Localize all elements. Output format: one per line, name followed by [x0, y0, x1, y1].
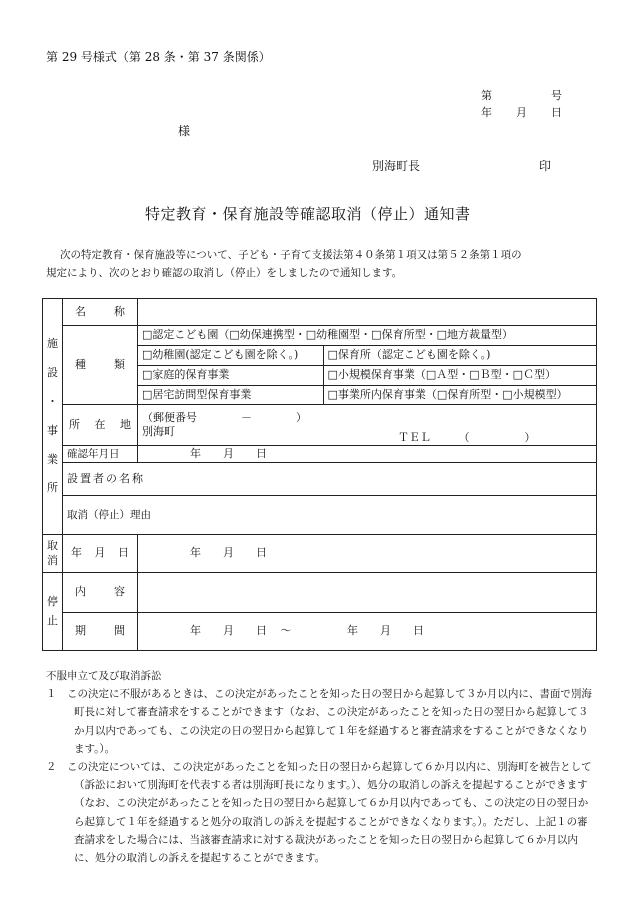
name-value[interactable] [138, 299, 597, 326]
doc-number-suffix: 号 [551, 89, 562, 102]
document-title: 特定教育・保育施設等確認取消（停止）通知書 [145, 205, 471, 223]
type-option-youchien[interactable]: □幼稚園(認定こども園を除く。) [138, 345, 323, 365]
date-year-label: 年 [481, 106, 492, 119]
tel-field: ＴＥＬ （ ） [398, 431, 536, 445]
content-value[interactable] [138, 573, 597, 613]
form-number: 第 29 号様式（第 28 条・第 37 条関係） [46, 50, 271, 64]
notice-form-table [42, 298, 597, 651]
notes-item-2: ２ この決定については、この決定があったことを知った日の翌日から起算して６か月以内に、別海町を被告として（訴訟において別海町を代表する者は別海町長になります。）、処分の取消しの訴えを提起することができます（なお、この決定があったことを知った日の翌日から起算して６か月以内であっても、この決定の日の翌日から起算して１年を経過すると処分の取消しの訴えを提起することができなくなります。）。ただし、上記１の審査請求をした場合には、当該審査請求に対する裁決があったことを知った日の翌日から起算して６か月以内に、処分の取消しの訴えを提起することができます。 [46, 761, 592, 865]
type-option-shoukibo[interactable]: □小規模保育事業（□Ａ型・□Ｂ型・□Ｃ型） [323, 365, 596, 385]
town-name: 別海町 [142, 425, 175, 439]
type-options [138, 326, 597, 405]
facility-group-label: 施 設 ・ 事 業 所 [43, 299, 63, 535]
intro-line-2: 規定により、次のとおり確認の取消し（停止）をしましたので通知します。 [46, 267, 403, 279]
type-option-nintei[interactable]: □認定こども園（□幼保連携型・□幼稚園型・□保育所型・□地方裁量型） [138, 326, 596, 345]
date-month-label: 月 [516, 106, 527, 119]
date-day-label: 日 [551, 106, 562, 119]
type-option-katei[interactable]: □家庭的保育事業 [138, 365, 323, 385]
cancel-date-label: 年 月 日 [63, 535, 138, 573]
addressee-suffix: 様 [178, 124, 191, 138]
type-label: 種 類 [63, 326, 138, 405]
period-value[interactable]: 年 月 日 ～ 年 月 日 [138, 613, 597, 651]
appeal-notes [46, 667, 596, 867]
seal-mark: 印 [539, 159, 552, 173]
type-option-hoikusho[interactable]: □保育所（認定こども園を除く。) [323, 345, 596, 365]
period-label: 期 間 [63, 613, 138, 651]
period-tilde: ～ [280, 624, 292, 638]
content-label: 内 容 [63, 573, 138, 613]
issuer-name: 別海町長 [372, 159, 421, 173]
founder-label: 設置者の名称 [63, 463, 597, 496]
confirm-date-label: 確認年月日 [63, 446, 138, 463]
type-option-kyotaku[interactable]: □居宅訪問型保育事業 [138, 385, 323, 404]
stop-group-label: 停 止 [43, 573, 63, 651]
address-label: 所 在 地 [63, 405, 138, 446]
reason-label: 取消（停止）理由 [63, 496, 597, 535]
name-label: 名 称 [63, 299, 138, 326]
confirm-date-value[interactable]: 年 月 日 [138, 446, 597, 463]
intro-line-1: 次の特定教育・保育施設等について、子ども・子育て支援法第４０条第１項又は第５２条第１項の [60, 249, 522, 261]
notes-heading: 不服申立て及び取消訴訟 [46, 670, 162, 682]
notes-item-1: １ この決定に不服があるときは、この決定があったことを知った日の翌日から起算して３か月以内に、書面で別海町長に対して審査請求をすることができます（なお、この決定があったことを知った日の翌日から起算して３か月以内であっても、この決定の日の翌日から起算して１年を経過すると審査請求をすることができなくなります。）。 [46, 688, 592, 755]
cancel-group-label: 取 消 [43, 535, 63, 573]
postal-code: （郵便番号 － ） [142, 410, 307, 424]
doc-number-prefix: 第 [481, 89, 492, 102]
address-value[interactable] [138, 405, 597, 446]
cancel-date-value[interactable]: 年 月 日 [138, 535, 597, 573]
type-option-jigyosho[interactable]: □事業所内保育事業（□保育所型・□小規模型） [327, 387, 568, 401]
